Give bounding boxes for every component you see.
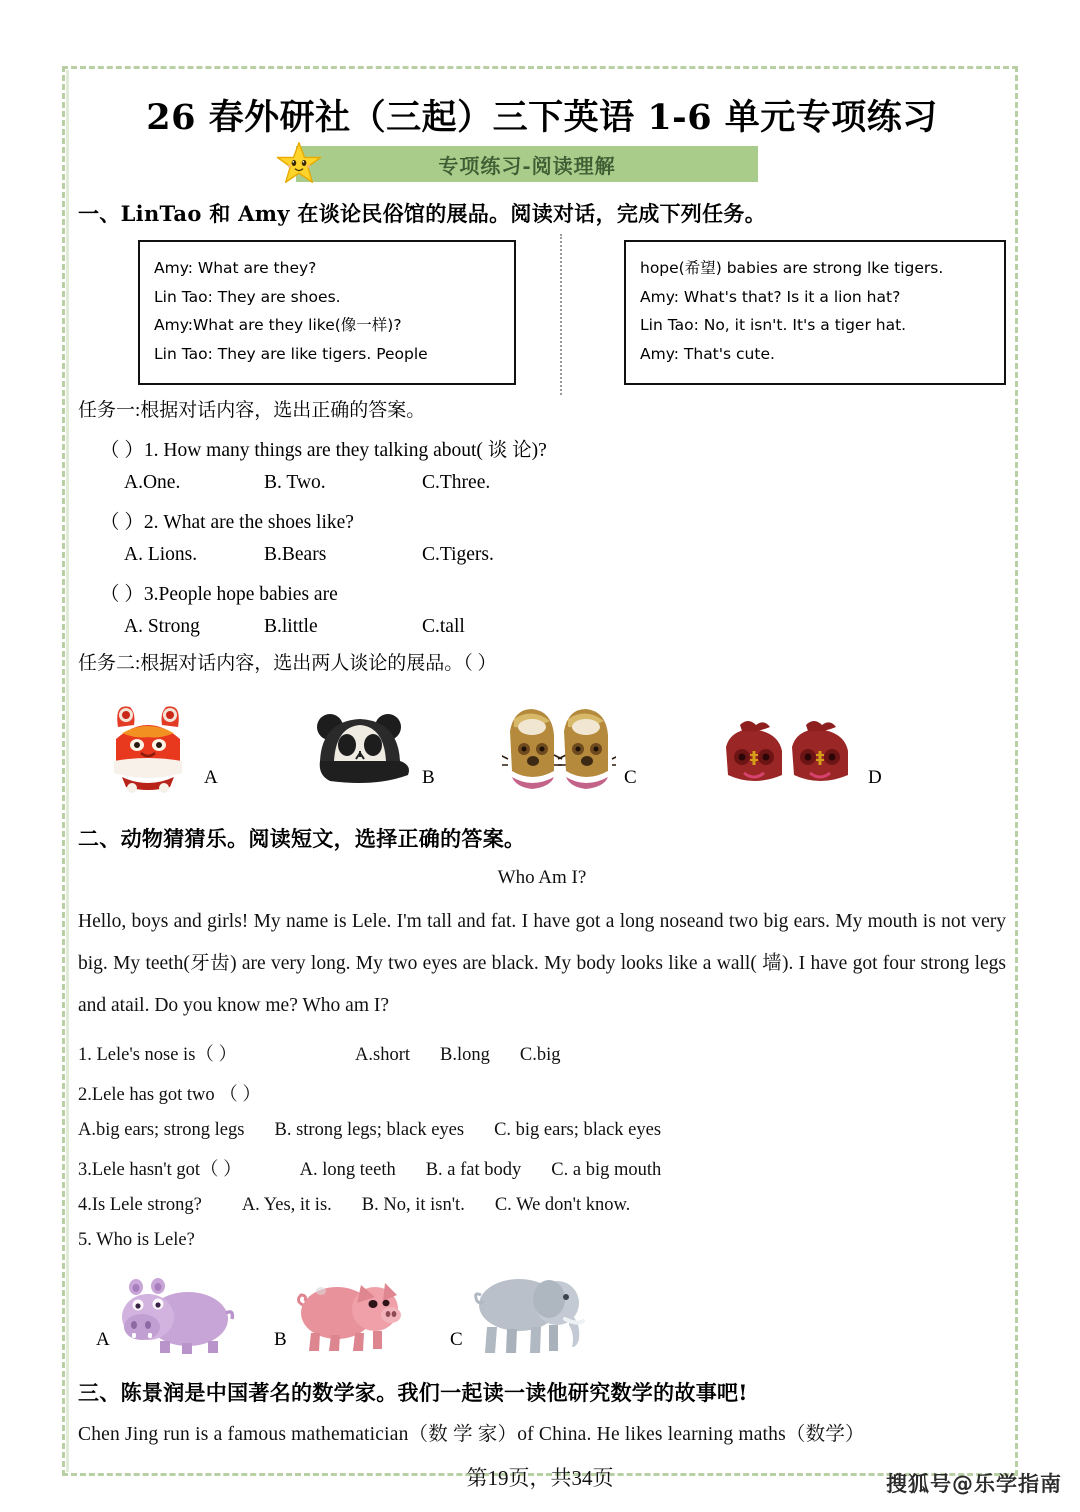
option-b[interactable]: B.long bbox=[440, 1045, 490, 1066]
s2-q1-prompt: 1. Lele's nose is（ ） bbox=[78, 1045, 238, 1066]
dialogue-line: Amy: That's cute. bbox=[640, 345, 775, 364]
task-one-label: 任务一:根据对话内容，选出正确的答案。 bbox=[78, 399, 426, 421]
s2-question-3 bbox=[78, 1155, 1006, 1181]
red-tiger-shoes-photo bbox=[720, 717, 860, 793]
s2-question-5-prompt: 5. Who is Lele? bbox=[78, 1230, 195, 1251]
footer-page-number: 第19页，共34页 bbox=[466, 1466, 614, 1490]
exhibit-label: C bbox=[624, 766, 637, 788]
dialogue-line: Lin Tao: They are like tigers. People bbox=[154, 345, 428, 364]
banner-label: 专项练习-阅读理解 bbox=[438, 153, 616, 178]
option-c[interactable]: C.big bbox=[519, 1045, 561, 1066]
animal-option-a[interactable] bbox=[96, 1275, 236, 1355]
section-two-heading: 二、动物猜猜乐。阅读短文，选择正确的答案。 bbox=[78, 825, 526, 851]
s2-question-1 bbox=[78, 1040, 1006, 1066]
option-b[interactable]: B. a fat body bbox=[425, 1160, 522, 1181]
exhibit-option-a[interactable] bbox=[100, 693, 218, 793]
option-b[interactable]: B. strong legs; black eyes bbox=[274, 1120, 465, 1141]
s2-q3-prompt: 3.Lele hasn't got（ ） bbox=[78, 1160, 242, 1181]
question-3-options bbox=[124, 616, 1006, 638]
option-b[interactable]: B.Bears bbox=[264, 543, 327, 565]
hippo-photo bbox=[116, 1275, 236, 1355]
question-1-prompt: （ ）1. How many things are they talking about( 谈 论)? bbox=[100, 439, 547, 461]
option-b[interactable]: B.little bbox=[264, 615, 318, 637]
option-b[interactable]: B. Two. bbox=[264, 471, 326, 493]
exhibit-label: B bbox=[422, 766, 435, 788]
section-three-heading: 三、陈景润是中国著名的数学家。我们一起读一读他研究数学的故事吧! bbox=[78, 1380, 748, 1406]
option-c[interactable]: C.Tigers. bbox=[422, 543, 494, 565]
dialogue-box-right bbox=[624, 240, 1006, 385]
animal-option-c[interactable] bbox=[450, 1269, 587, 1355]
option-c[interactable]: C. a big mouth bbox=[551, 1160, 662, 1181]
option-b[interactable]: B. No, it isn't. bbox=[361, 1195, 465, 1216]
animal-option-b[interactable] bbox=[274, 1271, 401, 1355]
red-tiger-hat-photo bbox=[100, 693, 196, 793]
task-two-label: 任务二:根据对话内容，选出两人谈论的展品。（ ） bbox=[78, 652, 497, 674]
dialogue-line: Lin Tao: No, it isn't. It's a tiger hat. bbox=[640, 316, 907, 335]
banner-row bbox=[78, 146, 1006, 184]
section-three-text: Chen Jing run is a famous mathematician（数 学 家）of China. He likes learning maths（数学） bbox=[78, 1424, 865, 1446]
option-a[interactable]: A. Yes, it is. bbox=[241, 1195, 332, 1216]
pig-photo bbox=[293, 1271, 401, 1355]
tiger-baby-shoes-photo bbox=[502, 701, 616, 793]
exhibit-label: A bbox=[204, 766, 218, 788]
exhibit-image-row bbox=[78, 685, 1006, 793]
dialogue-line: hope(希望) babies are strong lke tigers. bbox=[640, 259, 944, 277]
dialogue-box-left bbox=[138, 240, 516, 385]
question-2-options bbox=[124, 544, 1006, 566]
option-a[interactable]: A.short bbox=[355, 1045, 411, 1066]
star-smiling-icon bbox=[276, 140, 322, 186]
option-a[interactable]: A. Lions. bbox=[124, 543, 198, 565]
option-c[interactable]: C.tall bbox=[422, 615, 465, 637]
option-a[interactable]: A. long teeth bbox=[299, 1160, 396, 1181]
option-a[interactable]: A. Strong bbox=[124, 615, 200, 637]
dialogue-divider bbox=[560, 234, 562, 395]
section-one-heading: 一、LinTao 和 Amy 在谈论民俗馆的展品。阅读对话，完成下列任务。 bbox=[78, 201, 766, 226]
option-c[interactable]: C. big ears; black eyes bbox=[494, 1120, 662, 1141]
dialogue-line: Amy:What are they like(像一样)? bbox=[154, 316, 402, 335]
s2-question-4 bbox=[78, 1195, 1006, 1216]
option-a[interactable]: A.One. bbox=[124, 471, 181, 493]
exhibit-option-b[interactable] bbox=[306, 707, 435, 793]
dialogue-line: Amy: What's that? Is it a lion hat? bbox=[640, 287, 901, 306]
page-title: 26 春外研社（三起）三下英语 1-6 单元专项练习 bbox=[146, 97, 938, 138]
s2-question-2-options bbox=[78, 1120, 1006, 1141]
animal-label: B bbox=[274, 1329, 287, 1351]
question-3-prompt: （ ）3.People hope babies are bbox=[100, 583, 338, 605]
question-2-prompt: （ ）2. What are the shoes like? bbox=[100, 511, 354, 533]
elephant-photo bbox=[469, 1269, 587, 1355]
dialogue-row bbox=[78, 240, 1006, 385]
passage-body: Hello, boys and girls! My name is Lele. I'm tall and fat. I have got a long noseand two big ears. My mouth is not very big. My teeth(牙齿) are very long. My two eyes are black. My body looks like a wall( 墙). I have got four strong legs and atail. Do you know me? Who am I? bbox=[78, 910, 1006, 1016]
dialogue-line: Amy: What are they? bbox=[154, 259, 317, 277]
panda-cap-photo bbox=[306, 707, 414, 793]
option-c[interactable]: C. We don't know. bbox=[494, 1195, 631, 1216]
s2-q4-prompt: 4.Is Lele strong? bbox=[78, 1195, 202, 1216]
watermark: 搜狐号@乐学指南 bbox=[886, 1472, 1062, 1496]
question-1-options bbox=[124, 472, 1006, 494]
exhibit-label: D bbox=[868, 766, 882, 788]
passage-title: Who Am I? bbox=[497, 866, 587, 888]
exhibit-option-c[interactable] bbox=[502, 701, 637, 793]
option-c[interactable]: C.Three. bbox=[422, 471, 491, 493]
worksheet-content bbox=[78, 80, 1006, 1451]
s2-question-2-prompt: 2.Lele has got two （ ） bbox=[78, 1085, 261, 1106]
option-a[interactable]: A.big ears; strong legs bbox=[78, 1120, 245, 1141]
section-banner bbox=[296, 146, 758, 182]
animal-label: A bbox=[96, 1329, 110, 1351]
animal-label: C bbox=[450, 1329, 463, 1351]
dialogue-line: Lin Tao: They are shoes. bbox=[154, 287, 341, 306]
exhibit-option-d[interactable] bbox=[720, 717, 882, 793]
animal-image-row bbox=[78, 1259, 1006, 1355]
